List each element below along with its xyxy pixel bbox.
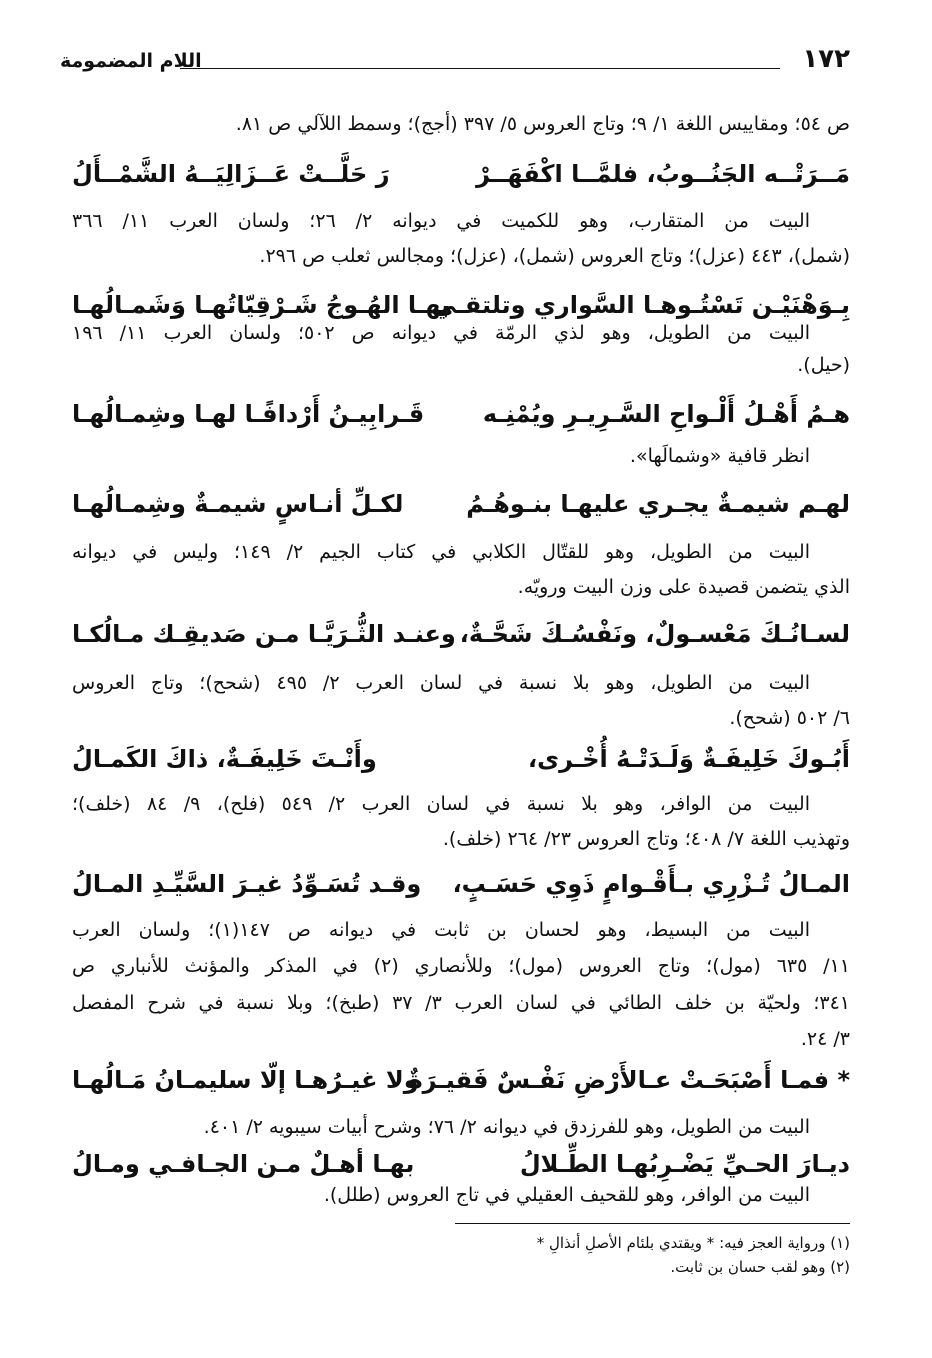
verse-second-hemistich: قَـرابِيـنُ أَرْدافًـا لهـا وشِمـالُهـا <box>72 400 425 428</box>
verse-first-hemistich: بِـوَهْنَيْـن تَسْتُـوهـا السَّواري وتلتقـي <box>432 291 850 319</box>
footnote: (١) ورواية العجز فيه: * ويقتدي بلئام الأصلِ أنذالِ * <box>536 1234 850 1252</box>
citation-line: الذي يتضمن قصيدة على وزن البيت ورويّه. <box>517 576 850 598</box>
citation-line: ٦/ ٥٠٢ (شحح). <box>729 707 850 729</box>
verse-second-hemistich: بهـا الهُـوجُ شَـرْقِيّاتُهـا وَشَمـالُهـا <box>72 291 450 319</box>
running-header <box>60 44 850 84</box>
verse-first-hemistich: المـالُ تُـزْرِي بـأَقْـوامٍ ذَوِي حَسَـبٍ، <box>452 870 850 898</box>
verse-first-hemistich: ديـارَ الحـيِّ يَضْـرِبُهـا الطِّـلالُ <box>519 1150 850 1178</box>
citation-line: البيت من الوافر، وهو بلا نسبة في لسان العرب ٢/ ٥٤٩ (فلح)، ٩/ ٨٤ (خلف)؛ <box>72 793 810 815</box>
verse <box>72 490 850 530</box>
verse <box>72 400 850 440</box>
verse-first-hemistich: أَبُـوكَ خَلِيفَـةٌ وَلَـدَتْـهُ أُخْـرى، <box>527 745 850 773</box>
verse-second-hemistich: وقـد تُسَـوِّدُ غيـرَ السَّيِّـدِ المـالُ <box>72 870 422 898</box>
citation-line: البيت من الطويل، وهو للقتّال الكلابي في كتاب الجيم ٢/ ١٤٩؛ وليس في ديوانه <box>72 541 810 563</box>
citation-line: البيت من الوافر، وهو للقحيف العقيلي في تاج العروس (طلل). <box>323 1184 810 1206</box>
citation-line: (حيل). <box>797 354 850 376</box>
verse <box>72 745 850 785</box>
citation-line: وتهذيب اللغة ٧/ ٤٠٨؛ وتاج العروس ٢٣/ ٢٦٤ (خلف). <box>442 828 850 850</box>
verse <box>72 1066 850 1106</box>
citation-line: ٣٤١؛ ولحيّة بن خلف الطائي في لسان العرب ٣/ ٣٧ (طبخ)؛ وبلا نسبة في شرح المفصل <box>72 992 850 1014</box>
verse-second-hemistich: بهـا أهـلٌ مـن الجـافـي ومـالُ <box>72 1150 415 1178</box>
verse-second-hemistich: رَ حَلَّــتْ عَــزَالِيَــهُ الشَّمْــأَلُ <box>72 160 390 188</box>
verse <box>72 620 850 660</box>
verse-second-hemistich: ولا غيـرُهـا إلّا سليمـانُ مَـالُهـا <box>72 1066 419 1094</box>
verse-first-hemistich: * فمـا أَصْبَحَـتْ عـالأَرْضِ نَفْـسٌ فَقيـرَةٌ <box>408 1066 850 1094</box>
verse-second-hemistich: وعنـد الثُّـرَيَّـا مـن صَديقِـك مـالُكـا <box>72 620 456 648</box>
citation-line: ص ٥٤؛ ومقاييس اللغة ١/ ٩؛ وتاج العروس ٥/ ٣٩٧ (أجج)؛ وسمط اللآلي ص ٨١. <box>235 113 850 135</box>
verse-first-hemistich: مَــرَتْــه الجَنُــوبُ، فلمَّــا اكْفَهَــرْ <box>476 160 850 188</box>
verse-second-hemistich: وأَنْـتَ خَلِيفَـةٌ، ذاكَ الكَمـالُ <box>72 745 377 773</box>
verse <box>72 160 850 200</box>
cross-reference: انظر قافية «وشمالَها». <box>629 445 810 467</box>
section-title: اللام المضمومة <box>60 50 202 72</box>
verse-first-hemistich: هـمُ أَهْـلُ أَلْـواحِ السَّـرِيـرِ ويُمْنِـه <box>482 400 850 428</box>
citation-line: البيت من الطويل، وهو بلا نسبة في لسان العرب ٢/ ٤٩٥ (شحح)؛ وتاج العروس <box>72 672 810 694</box>
citation-line: البيت من البسيط، وهو لحسان بن ثابت في ديوانه ص ١٤٧(١)؛ ولسان العرب <box>72 919 810 941</box>
citation-line: (شمل)، ٤٤٣ (عزل)؛ وتاج العروس (شمل)، (عزل)؛ ومجالس ثعلب ص ٢٩٦. <box>259 245 850 267</box>
footnote: (٢) وهو لقب حسان بن ثابت. <box>670 1258 850 1276</box>
verse-first-hemistich: لسـانُـكَ مَعْسـولٌ، ونَفْسُـكَ شَحَّـةٌ، <box>459 620 850 648</box>
page-number: ١٧٢ <box>802 44 850 74</box>
verse <box>72 870 850 910</box>
citation-line: البيت من الطويل، وهو لذي الرمّة في ديوانه ص ٥٠٢؛ ولسان العرب ١١/ ١٩٦ <box>72 322 811 344</box>
footnote-rule <box>455 1223 850 1224</box>
citation-line: ٣/ ٢٤. <box>800 1028 850 1050</box>
citation-line: ١١/ ٦٣٥ (مول)؛ وتاج العروس (مول)؛ وللأنصاري (٢) في المذكر والمؤنث للأنباري ص <box>72 955 851 977</box>
citation-line: البيت من الطويل، وهو للفرزدق في ديوانه ٢/ ٧٦؛ وشرح أبيات سيبويه ٢/ ٤٠١. <box>203 1116 810 1138</box>
verse-first-hemistich: لهـم شيمـةٌ يجـري عليهـا بنـوهُـمُ <box>466 490 850 518</box>
citation-line: البيت من المتقارب، وهو للكميت في ديوانه ٢/ ٢٦؛ ولسان العرب ١١/ ٣٦٦ <box>72 210 811 232</box>
header-rule <box>180 68 780 69</box>
verse-second-hemistich: لكـلِّ أنـاسٍ شيمـةٌ وشِمـالُهـا <box>72 490 404 518</box>
